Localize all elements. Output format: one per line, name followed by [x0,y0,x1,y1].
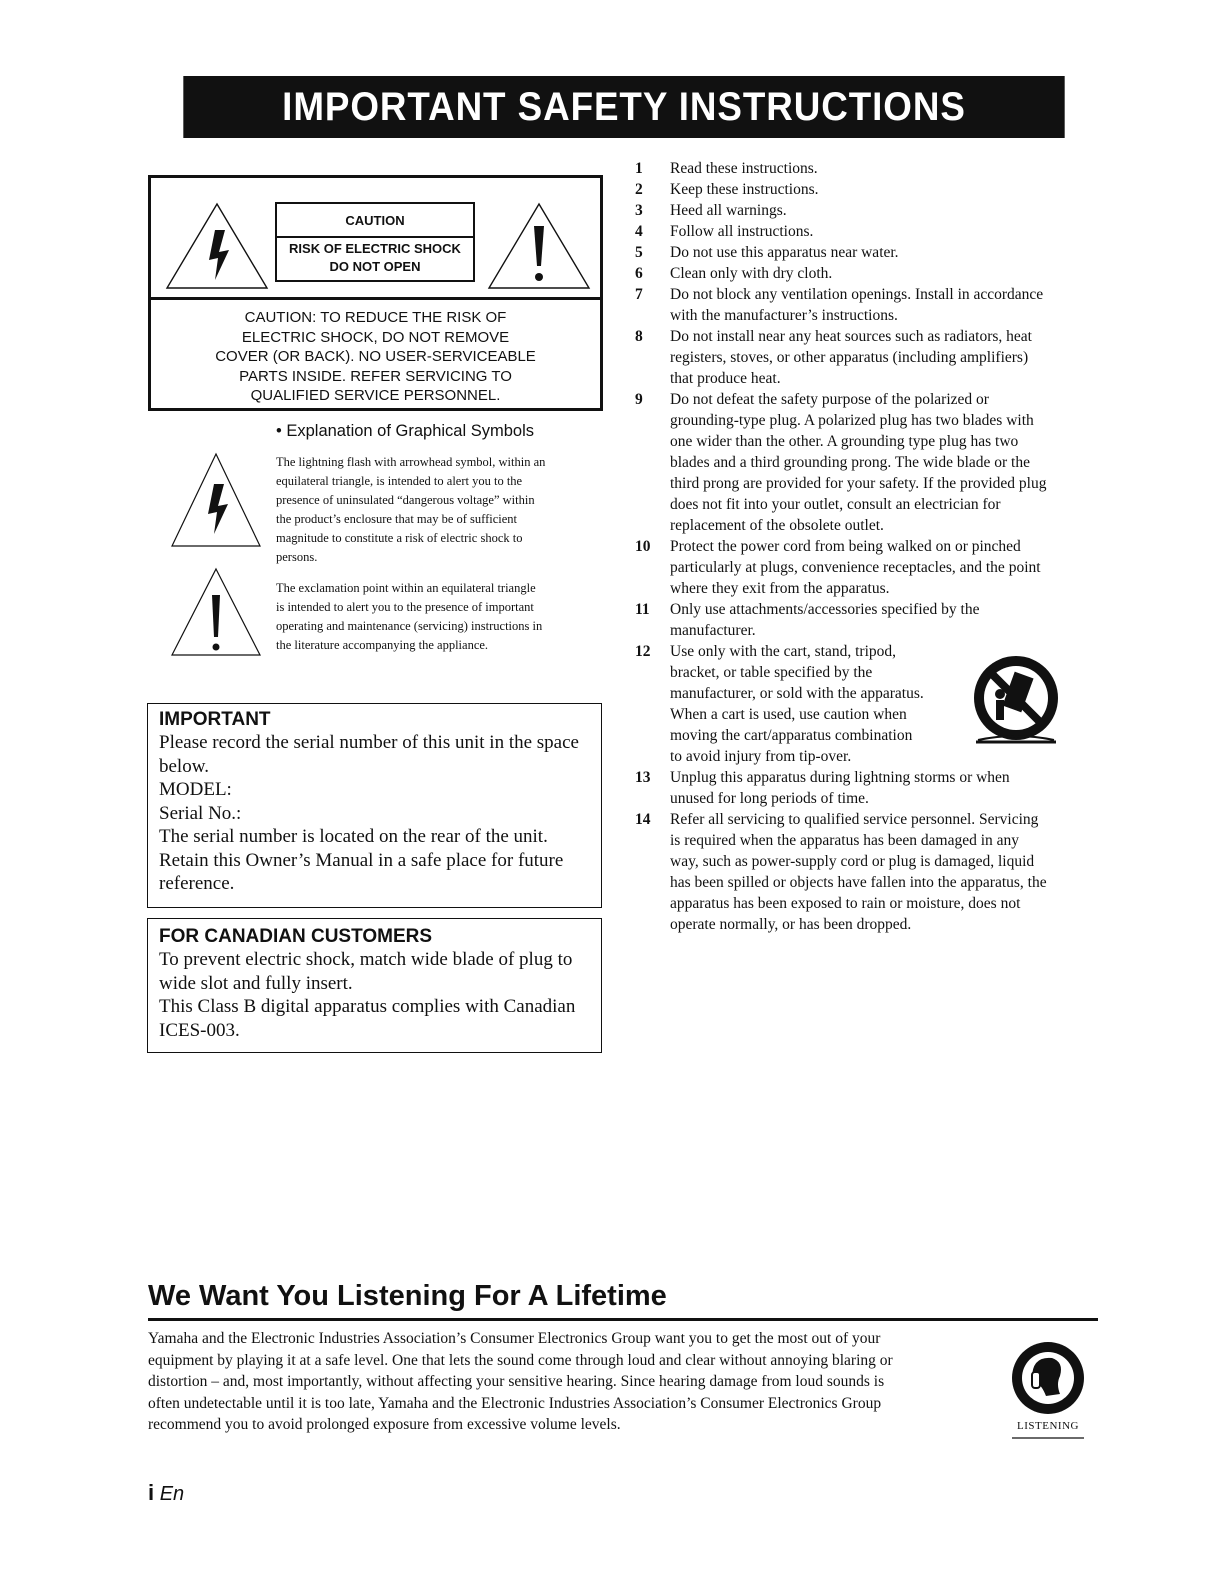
caution-text-line: ELECTRIC SHOCK, DO NOT REMOVE [241,328,510,346]
instruction-line: Protect the power cord from being walked on or pinched [670,538,1021,555]
instruction-line: that produce heat. [670,370,781,387]
instruction-item [635,179,1095,200]
instruction-line: moving the cart/apparatus combination [670,727,913,744]
canadian-line: wide slot and fully insert. [159,972,353,994]
lifetime-paragraph [148,1328,993,1436]
instruction-item [635,221,1095,242]
caution-box [148,175,603,411]
instruction-line: operate normally, or has been dropped. [670,916,912,933]
description-line: the literature accompanying the appliance. [276,638,489,652]
instruction-line: unused for long periods of time. [670,790,869,807]
caution-label [275,202,475,282]
instruction-text [670,536,1095,599]
instruction-line: Clean only with dry cloth. [670,265,833,282]
exclamation-warning-icon [485,200,593,292]
lightning-symbol-icon [168,450,264,552]
instruction-line: Do not block any ventilation openings. Install in accordance [670,286,1044,303]
instruction-item [635,200,1095,221]
instruction-number: 11 [635,601,650,618]
instruction-item [635,536,1095,599]
instruction-line: Only use attachments/accessories specified by the [670,601,980,618]
instruction-line: blades and a third grounding prong. The wide blade or the [670,454,1030,471]
instruction-item [635,326,1095,389]
page-language: En [159,1483,185,1505]
instruction-text [670,158,1095,179]
instruction-line: manufacturer. [670,622,756,639]
canadian-line: ICES-003. [159,1019,240,1041]
caution-text-line: CAUTION: TO REDUCE THE RISK OF [244,309,507,326]
instruction-line: Unplug this apparatus during lightning storms or when [670,769,1010,786]
instruction-number: 13 [635,769,651,786]
instruction-line: bracket, or table specified by the [670,664,873,681]
important-box [147,703,602,908]
instruction-text [670,599,1095,641]
instruction-line: Use only with the cart, stand, tripod, [670,643,896,660]
instruction-text [670,809,1095,935]
instruction-line: grounding-type plug. A polarized plug has two blades with [670,412,1034,429]
instruction-line: to avoid injury from tip-over. [670,748,852,765]
important-title: IMPORTANT [159,709,271,730]
instruction-line: one wider than the other. A grounding type plug has two [670,433,1019,450]
description-line: the product’s enclosure that may be of sufficient [276,512,518,526]
instruction-line: registers, stoves, or other apparatus (including amplifiers) [670,349,1029,366]
instruction-line: apparatus has been exposed to rain or moisture, does not [670,895,1021,912]
important-line: reference. [159,873,235,894]
paragraph-line: equipment by playing it at a safe level. One that lets the sound come through loud and clear without annoying blaring or [148,1351,893,1369]
instruction-text [670,326,1095,389]
instruction-text [670,641,955,767]
instruction-text [670,200,1095,221]
important-line: The serial number is located on the rear of the unit. [159,826,548,847]
instruction-text [670,767,1095,809]
caution-text-line: QUALIFIED SERVICE PERSONNEL. [250,387,501,404]
description-line: is intended to alert you to the presence of important [276,600,534,614]
instruction-number: 4 [635,223,643,240]
caution-label-title: CAUTION [277,204,473,238]
description-line: operating and maintenance (servicing) instructions in [276,619,543,633]
instruction-text [670,284,1095,326]
instruction-line: has been spilled or objects have fallen into the apparatus, the [670,874,1047,891]
instruction-number: 2 [635,181,643,198]
serial-label: Serial No.: [159,802,242,824]
instruction-number: 3 [635,202,643,219]
instruction-list [635,158,1095,935]
instruction-item [635,389,1095,536]
instruction-line: third prong are provided for your safety. If the provided plug [670,475,1047,492]
paragraph-line: often undetectable until it is too late, Yamaha and the Electronic Industries Association’s Consumer Electronics Group [148,1394,882,1412]
paragraph-line: recommend you to avoid prolonged exposure from excessive volume levels. [148,1416,621,1433]
caution-label-line: DO NOT OPEN [329,259,421,274]
canadian-line: This Class B digital apparatus complies with Canadian [159,996,576,1017]
paragraph-line: distortion – and, most importantly, without affecting your sensitive hearing. Since hearing damage from loud sounds is [148,1373,885,1390]
caution-text-line: COVER (OR BACK). NO USER-SERVICEABLE [215,348,536,365]
instruction-line: Heed all warnings. [670,202,787,219]
instruction-item [635,263,1095,284]
listening-logo-text: LISTENING [1017,1420,1079,1432]
instruction-line: where they exit from the apparatus. [670,580,890,597]
page-title: IMPORTANT SAFETY INSTRUCTIONS [183,76,1064,138]
important-line: Please record the serial number of this unit in the space [159,732,579,753]
instruction-number: 9 [635,391,643,408]
instruction-item [635,809,1095,935]
instruction-number: 1 [635,160,643,177]
instruction-line: with the manufacturer’s instructions. [670,307,898,324]
caution-symbol-row [151,178,600,300]
lightning-symbol-description [276,453,606,567]
description-line: The lightning flash with arrowhead symbol, within an [276,455,546,469]
instruction-text [670,179,1095,200]
description-line: The exclamation point within an equilateral triangle [276,581,536,595]
instruction-line: Keep these instructions. [670,181,819,198]
instruction-item [635,242,1095,263]
instruction-item [635,158,1095,179]
instruction-number: 12 [635,643,651,660]
important-line: Retain this Owner’s Manual in a safe place for future [159,849,564,871]
symbols-heading: • Explanation of Graphical Symbols [276,422,534,440]
heading-rule [148,1318,1098,1321]
lifetime-heading: We Want You Listening For A Lifetime [148,1280,667,1312]
instruction-line: Do not install near any heat sources such as radiators, heat [670,328,1032,345]
instruction-item [635,599,1095,641]
instruction-item [635,284,1095,326]
instruction-line: Do not use this apparatus near water. [670,244,899,261]
instruction-line: particularly at plugs, convenience receptacles, and the point [670,559,1041,576]
instruction-item [635,767,1095,809]
description-line: equilateral triangle, is intended to alert you to the [276,474,523,488]
lightning-warning-icon [163,200,271,292]
paragraph-line: Yamaha and the Electronic Industries Association’s Consumer Electronics Group want you to get the most out of your [148,1330,881,1347]
caution-text [151,308,600,406]
page-number [148,1480,184,1506]
important-line: below. [159,755,209,777]
instruction-text [670,221,1095,242]
instruction-number: 7 [635,286,643,303]
instruction-number: 6 [635,265,643,282]
model-label: MODEL: [159,779,232,800]
instruction-text [670,263,1095,284]
instruction-text [670,242,1095,263]
instruction-text [670,389,1095,536]
instruction-line: Refer all servicing to qualified service personnel. Servicing [670,811,1039,828]
page-number-value: i [148,1480,155,1505]
instruction-number: 14 [635,811,651,828]
description-line: persons. [276,550,318,564]
description-line: presence of uninsulated “dangerous voltage” within [276,493,535,507]
instruction-number: 5 [635,244,643,261]
instruction-line: manufacturer, or sold with the apparatus. [670,685,924,702]
instruction-line: is required when the apparatus has been damaged in any [670,832,1020,849]
exclamation-symbol-description [276,579,606,655]
instruction-line: replacement of the obsolete outlet. [670,517,884,534]
exclamation-symbol-icon [168,565,264,661]
caution-text-line: PARTS INSIDE. REFER SERVICING TO [239,367,512,385]
canadian-title: FOR CANADIAN CUSTOMERS [159,926,433,947]
instruction-line: Do not defeat the safety purpose of the polarized or [670,391,989,408]
instruction-line: does not fit into your outlet, consult an electrician for [670,496,1001,513]
instruction-line: When a cart is used, use caution when [670,706,907,723]
instruction-number: 10 [635,538,651,555]
description-line: magnitude to constitute a risk of electric shock to [276,531,523,545]
cart-tipover-warning-icon [968,648,1066,748]
instruction-line: Follow all instructions. [670,223,814,240]
canadian-customers-box [147,918,602,1053]
instruction-item [635,641,955,767]
instruction-line: way, such as power-supply cord or plug is damaged, liquid [670,853,1035,870]
canadian-line: To prevent electric shock, match wide blade of plug to [159,949,573,970]
caution-label-line: RISK OF ELECTRIC SHOCK [289,241,461,256]
instruction-number: 8 [635,328,643,345]
instruction-line: Read these instructions. [670,160,818,177]
